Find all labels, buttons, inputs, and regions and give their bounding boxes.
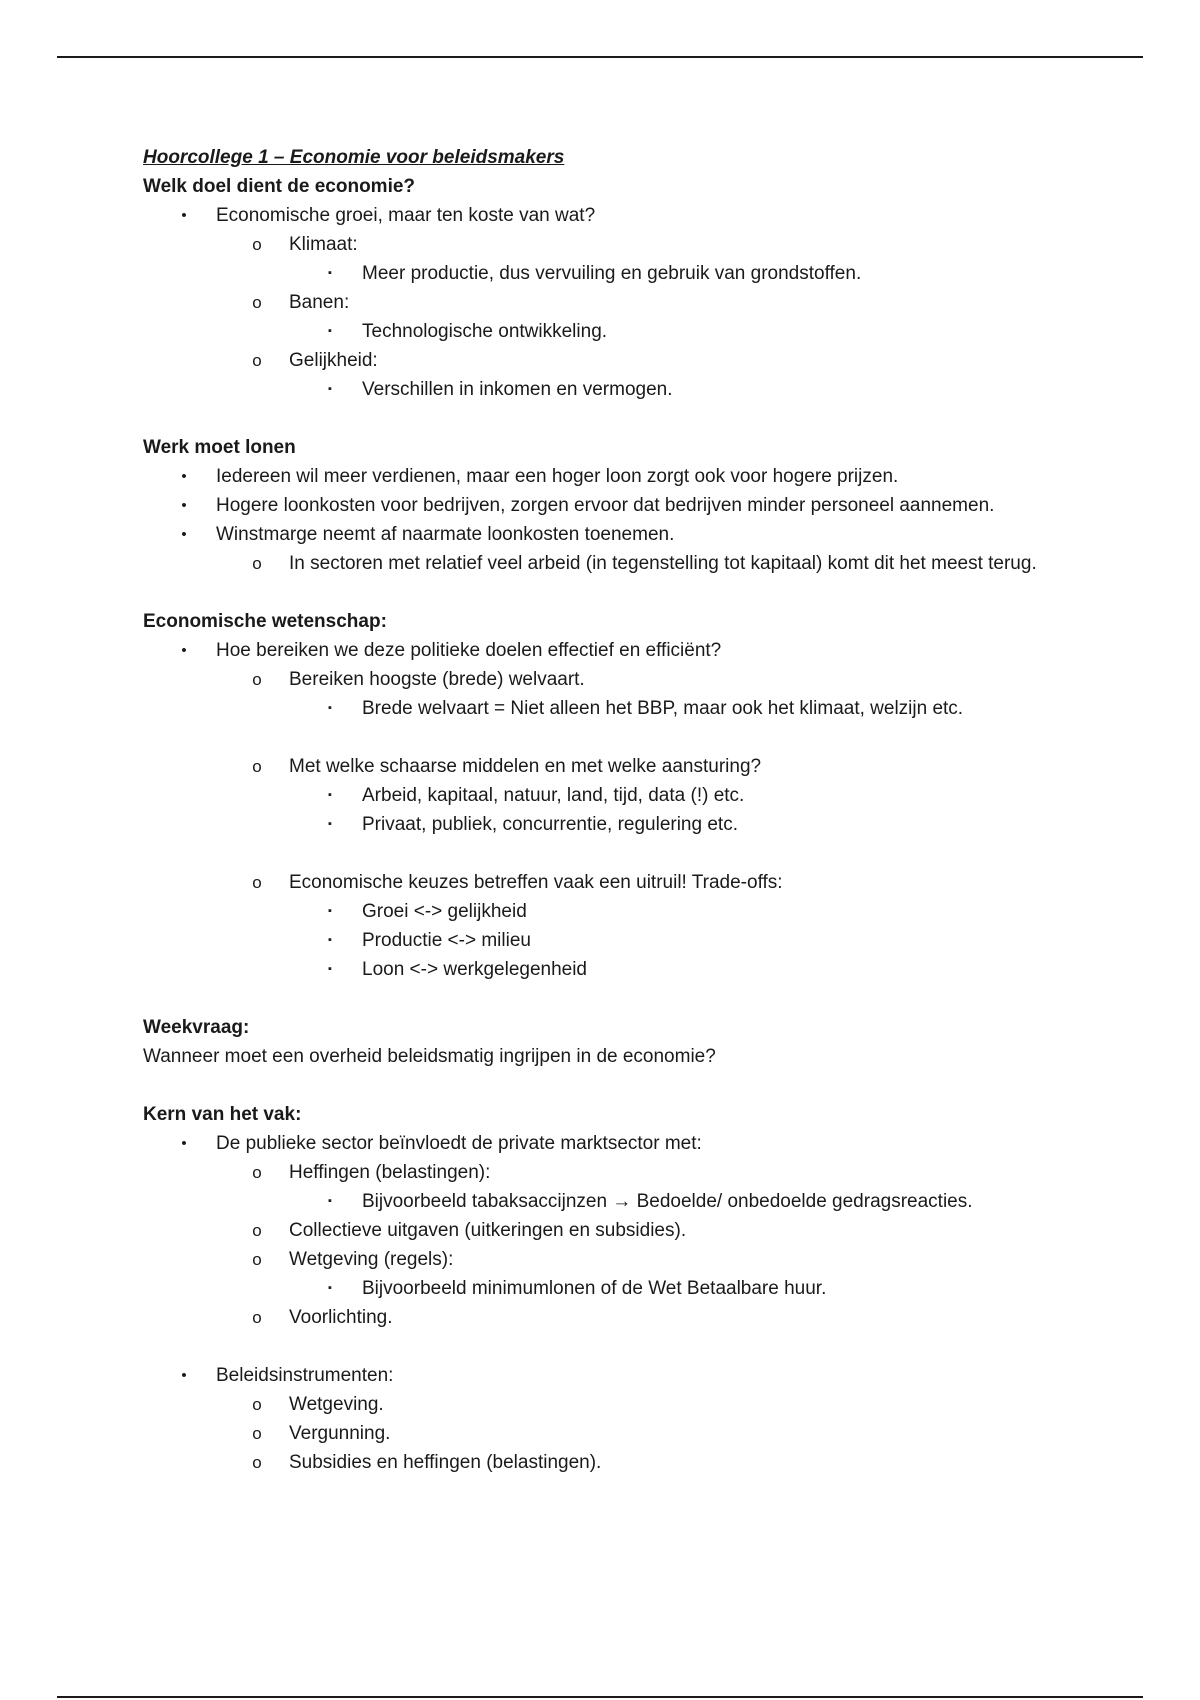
page-bottom-rule	[57, 1696, 1143, 1698]
list-item: o Klimaat:	[143, 230, 1103, 259]
bullet-icon: •	[181, 526, 187, 543]
bullet-icon: •	[181, 207, 187, 224]
square-bullet-icon: ▪	[328, 818, 332, 830]
list-item: o Bereiken hoogste (brede) welvaart.	[143, 665, 1103, 694]
square-bullet-icon: ▪	[328, 789, 332, 801]
list-item: o Voorlichting.	[143, 1303, 1103, 1332]
square-bullet-icon: ▪	[328, 1195, 332, 1207]
list-item: ▪ Arbeid, kapitaal, natuur, land, tijd, data (!) etc.	[143, 781, 1103, 810]
list-item: • Hogere loonkosten voor bedrijven, zorgen ervoor dat bedrijven minder personeel aannemen.	[143, 491, 1103, 520]
square-bullet-icon: ▪	[328, 963, 332, 975]
circle-bullet-icon: o	[252, 670, 262, 689]
square-bullet-icon: ▪	[328, 267, 332, 279]
section-economic-science	[143, 607, 1103, 984]
circle-bullet-icon: o	[252, 554, 262, 573]
bullet-icon: •	[181, 1135, 187, 1152]
circle-bullet-icon: o	[252, 1308, 262, 1327]
list-item: o Vergunning.	[143, 1419, 1103, 1448]
list-item: ▪ Loon <-> werkgelegenheid	[143, 955, 1103, 984]
list-item: o Gelijkheid:	[143, 346, 1103, 375]
list-item: • Hoe bereiken we deze politieke doelen effectief en efficiënt?	[143, 636, 1103, 665]
list-item: ▪ Bijvoorbeeld tabaksaccijnzen → Bedoelde/ onbedoelde gedragsreacties.	[143, 1187, 1103, 1216]
week-question-text: Wanneer moet een overheid beleidsmatig ingrijpen in de economie?	[143, 1046, 716, 1067]
list-item: o Met welke schaarse middelen en met welke aansturing?	[143, 752, 1103, 781]
bullet-icon: •	[181, 1367, 187, 1384]
square-bullet-icon: ▪	[328, 702, 332, 714]
circle-bullet-icon: o	[252, 351, 262, 370]
list-item: ▪ Technologische ontwikkeling.	[143, 317, 1103, 346]
list-item: ▪ Privaat, publiek, concurrentie, regulering etc.	[143, 810, 1103, 839]
list-item: ▪ Brede welvaart = Niet alleen het BBP, maar ook het klimaat, welzijn etc.	[143, 694, 1103, 723]
section-heading: Kern van het vak:	[143, 1104, 302, 1125]
list-item: ▪ Productie <-> milieu	[143, 926, 1103, 955]
circle-bullet-icon: o	[252, 1250, 262, 1269]
square-bullet-icon: ▪	[328, 383, 332, 395]
list-item: o Wetgeving.	[143, 1390, 1103, 1419]
list-item: o Economische keuzes betreffen vaak een uitruil! Trade-offs:	[143, 868, 1103, 897]
list-item: o Wetgeving (regels):	[143, 1245, 1103, 1274]
section-work-pay	[143, 433, 1103, 578]
square-bullet-icon: ▪	[328, 325, 332, 337]
list-item: • De publieke sector beïnvloedt de private marktsector met:	[143, 1129, 1103, 1158]
document-body	[143, 143, 1103, 1477]
bullet-icon: •	[181, 497, 187, 514]
circle-bullet-icon: o	[252, 1424, 262, 1443]
document-title: Hoorcollege 1 – Economie voor beleidsmakers	[143, 147, 565, 168]
circle-bullet-icon: o	[252, 1453, 262, 1472]
section-heading: Welk doel dient de economie?	[143, 176, 416, 197]
bullet-icon: •	[181, 642, 187, 659]
circle-bullet-icon: o	[252, 1221, 262, 1240]
section-economy-goal	[143, 172, 1103, 404]
list-item: o Banen:	[143, 288, 1103, 317]
page-top-rule	[57, 56, 1143, 58]
section-heading: Economische wetenschap:	[143, 611, 387, 632]
list-item: ▪ Groei <-> gelijkheid	[143, 897, 1103, 926]
list-item: • Winstmarge neemt af naarmate loonkosten toenemen.	[143, 520, 1103, 549]
square-bullet-icon: ▪	[328, 934, 332, 946]
list-item: o Heffingen (belastingen):	[143, 1158, 1103, 1187]
circle-bullet-icon: o	[252, 757, 262, 776]
list-item: ▪ Verschillen in inkomen en vermogen.	[143, 375, 1103, 404]
list-item: ▪ Bijvoorbeeld minimumlonen of de Wet Betaalbare huur.	[143, 1274, 1103, 1303]
circle-bullet-icon: o	[252, 1395, 262, 1414]
square-bullet-icon: ▪	[328, 905, 332, 917]
list-item: o In sectoren met relatief veel arbeid (in tegenstelling tot kapitaal) komt dit het meest terug.	[143, 549, 1103, 578]
section-heading: Weekvraag:	[143, 1017, 250, 1038]
list-item: • Iedereen wil meer verdienen, maar een hoger loon zorgt ook voor hogere prijzen.	[143, 462, 1103, 491]
section-week-question	[143, 1013, 1103, 1071]
circle-bullet-icon: o	[252, 873, 262, 892]
circle-bullet-icon: o	[252, 1163, 262, 1182]
list-item: o Collectieve uitgaven (uitkeringen en subsidies).	[143, 1216, 1103, 1245]
circle-bullet-icon: o	[252, 235, 262, 254]
section-heading: Werk moet lonen	[143, 437, 296, 458]
circle-bullet-icon: o	[252, 293, 262, 312]
list-item: • Economische groei, maar ten koste van wat?	[143, 201, 1103, 230]
list-item: • Beleidsinstrumenten:	[143, 1361, 1103, 1390]
square-bullet-icon: ▪	[328, 1282, 332, 1294]
bullet-icon: •	[181, 468, 187, 485]
section-course-core	[143, 1100, 1103, 1477]
list-item: ▪ Meer productie, dus vervuiling en gebruik van grondstoffen.	[143, 259, 1103, 288]
list-item: o Subsidies en heffingen (belastingen).	[143, 1448, 1103, 1477]
